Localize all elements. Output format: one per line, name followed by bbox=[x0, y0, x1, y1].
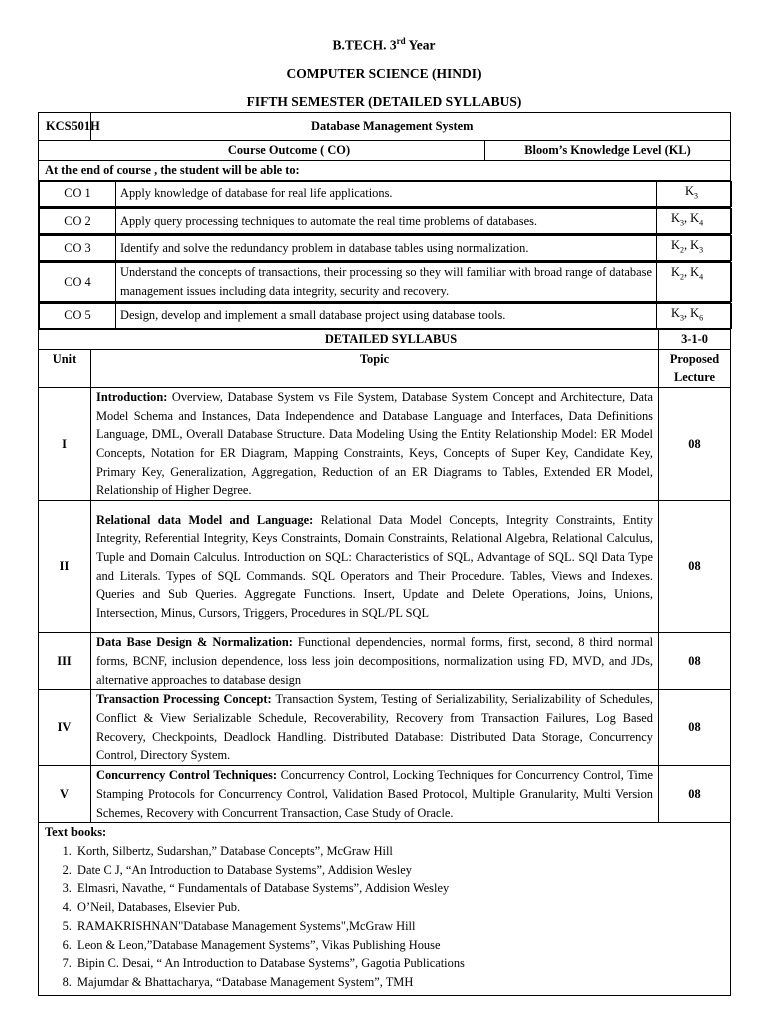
syllabus-table bbox=[38, 112, 731, 996]
textbook-item: 7. Bipin C. Desai, “ An Introduction to Database Systems”, Gagotia Publications bbox=[75, 954, 725, 973]
co-code: CO 1 bbox=[40, 181, 116, 206]
co-header: Course Outcome ( CO) bbox=[39, 141, 485, 161]
textbooks-heading: Text books: bbox=[45, 825, 107, 840]
co-text: Understand the concepts of transactions, their processing so they will familiar with broad range of database management issues including data integrity, security and recovery. bbox=[116, 263, 657, 301]
textbook-item: 8. Majumdar & Bhattacharya, “Database Management System”, TMH bbox=[75, 973, 725, 992]
syllabus-heading: DETAILED SYLLABUS bbox=[39, 329, 659, 349]
textbook-item: 4. O’Neil, Databases, Elsevier Pub. bbox=[75, 898, 725, 917]
heading-year-suffix: Year bbox=[405, 37, 436, 53]
co-row bbox=[39, 262, 731, 302]
unit-topic: Concurrency Control Techniques: Concurrency Control, Locking Techniques for Concurrency Control, Time Stamping Protocols for Concurrency Control, Validation Based Protocol, Multiple Granularity, Multi Version Schemes, Recovery with Concurrent Transaction, Case Study of Oracle. bbox=[91, 766, 659, 823]
textbook-item: 1. Korth, Silbertz, Sudarshan,” Database Concepts”, McGraw Hill bbox=[75, 842, 725, 861]
course-title: Database Management System bbox=[91, 113, 731, 141]
col-lecture: Proposed Lecture bbox=[659, 349, 731, 387]
unit-lectures: 08 bbox=[659, 501, 731, 633]
co-kl: $K_3$ bbox=[657, 181, 732, 206]
unit-number: IV bbox=[39, 690, 91, 766]
textbook-item: 2. Date C J, “An Introduction to Database Systems”, Addision Wesley bbox=[75, 861, 725, 880]
textbook-item: 6. Leon & Leon,”Database Management Systems”, Vikas Publishing House bbox=[75, 936, 725, 955]
co-kl: $K_3$, $K_6$ bbox=[657, 303, 732, 328]
unit-row bbox=[39, 690, 731, 766]
col-topic: Topic bbox=[91, 349, 659, 387]
co-code: CO 5 bbox=[40, 303, 116, 328]
textbooks-list bbox=[45, 842, 725, 992]
co-row bbox=[39, 235, 731, 262]
unit-topic: Data Base Design & Normalization: Functional dependencies, normal forms, first, second, 8 third normal forms, BCNF, inclusion dependence, loss less join decompositions, normalization using FD, MVD, and JDs, alternative approaches to database design bbox=[91, 633, 659, 690]
co-code: CO 2 bbox=[40, 208, 116, 233]
co-intro-row bbox=[39, 161, 731, 181]
co-text: Apply query processing techniques to automate the real time problems of databases. bbox=[116, 208, 657, 233]
co-text: Design, develop and implement a small database project using database tools. bbox=[116, 303, 657, 328]
col-unit: Unit bbox=[39, 349, 91, 387]
co-kl: $K_2$, $K_4$ bbox=[657, 263, 732, 301]
co-row bbox=[39, 180, 731, 207]
co-kl: $K_3$, $K_4$ bbox=[657, 208, 732, 233]
co-intro: At the end of course , the student will be able to: bbox=[39, 161, 731, 181]
heading-branch: COMPUTER SCIENCE (HINDI) bbox=[286, 66, 482, 81]
course-title-row bbox=[39, 113, 731, 141]
syllabus-col-header-row bbox=[39, 349, 731, 387]
unit-row bbox=[39, 387, 731, 500]
unit-row bbox=[39, 766, 731, 823]
unit-row bbox=[39, 501, 731, 633]
unit-topic: Introduction: Overview, Database System vs File System, Database System Concept and Architecture, Data Model Schema and Instances, Data Independence and Database Language and Interfaces, Data Definitions Language, DML, Overall Database Structure. Data Modeling Using the Entity Relationship Model: ER Model Concepts, Notation for ER Diagram, Mapping Constraints, Keys, Concepts of Super Key, Candidate Key, Primary Key, Generalization, Aggregation, Reduction of an ER Diagrams to Tables, Extended ER Model, Relationship of Higher Degree. bbox=[91, 387, 659, 500]
heading-semester: FIFTH SEMESTER (DETAILED SYLLABUS) bbox=[246, 94, 522, 109]
textbook-item: 3. Elmasri, Navathe, “ Fundamentals of Database Systems”, Addision Wesley bbox=[75, 879, 725, 898]
unit-number: V bbox=[39, 766, 91, 823]
co-code: CO 4 bbox=[40, 263, 116, 301]
co-row bbox=[39, 302, 731, 329]
course-code: KCS501H bbox=[39, 113, 91, 141]
textbooks-row bbox=[39, 823, 731, 995]
unit-number: I bbox=[39, 387, 91, 500]
unit-lectures: 08 bbox=[659, 633, 731, 690]
heading-year bbox=[0, 36, 768, 54]
unit-number: III bbox=[39, 633, 91, 690]
unit-lectures: 08 bbox=[659, 766, 731, 823]
co-text: Apply knowledge of database for real life applications. bbox=[116, 181, 657, 206]
unit-number: II bbox=[39, 501, 91, 633]
heading-year-prefix: B.TECH. 3 bbox=[332, 37, 397, 53]
co-kl: $K_2$, $K_3$ bbox=[657, 236, 732, 261]
co-row bbox=[39, 207, 731, 234]
heading-year-sup: rd bbox=[396, 36, 406, 46]
unit-topic: Relational data Model and Language: Relational Data Model Concepts, Integrity Constraints, Entity Integrity, Referential Integrity, Keys Constraints, Domain Constraints, Relational Algebra, Relational Calculus, Tuple and Domain Calculus. Introduction on SQL: Characteristics of SQL, Advantage of SQL. SQl Data Type and Literals. Types of SQL Commands. SQL Operators and Their Procedure. Tables, Views and Indexes. Queries and Sub Queries. Aggregate Functions. Insert, Update and Delete Operations, Joins, Unions, Intersection, Minus, Cursors, Triggers, Procedures in SQL/PL SQL bbox=[91, 501, 659, 633]
unit-row bbox=[39, 633, 731, 690]
syllabus-heading-row bbox=[39, 329, 731, 349]
ltp: 3-1-0 bbox=[659, 329, 731, 349]
kl-header: Bloom’s Knowledge Level (KL) bbox=[485, 141, 731, 161]
unit-topic: Transaction Processing Concept: Transaction System, Testing of Serializability, Serializability of Schedules, Conflict & View Serializable Schedule, Recoverability, Recovery from Transaction Failures, Log Based Recovery, Checkpoints, Deadlock Handling. Distributed Database: Distributed Data Storage, Concurrency Control, Directory System. bbox=[91, 690, 659, 766]
textbook-item: 5. RAMAKRISHNAN"Database Management Systems",McGraw Hill bbox=[75, 917, 725, 936]
unit-lectures: 08 bbox=[659, 387, 731, 500]
co-text: Identify and solve the redundancy problem in database tables using normalization. bbox=[116, 236, 657, 261]
unit-lectures: 08 bbox=[659, 690, 731, 766]
co-header-row bbox=[39, 141, 731, 161]
co-code: CO 3 bbox=[40, 236, 116, 261]
